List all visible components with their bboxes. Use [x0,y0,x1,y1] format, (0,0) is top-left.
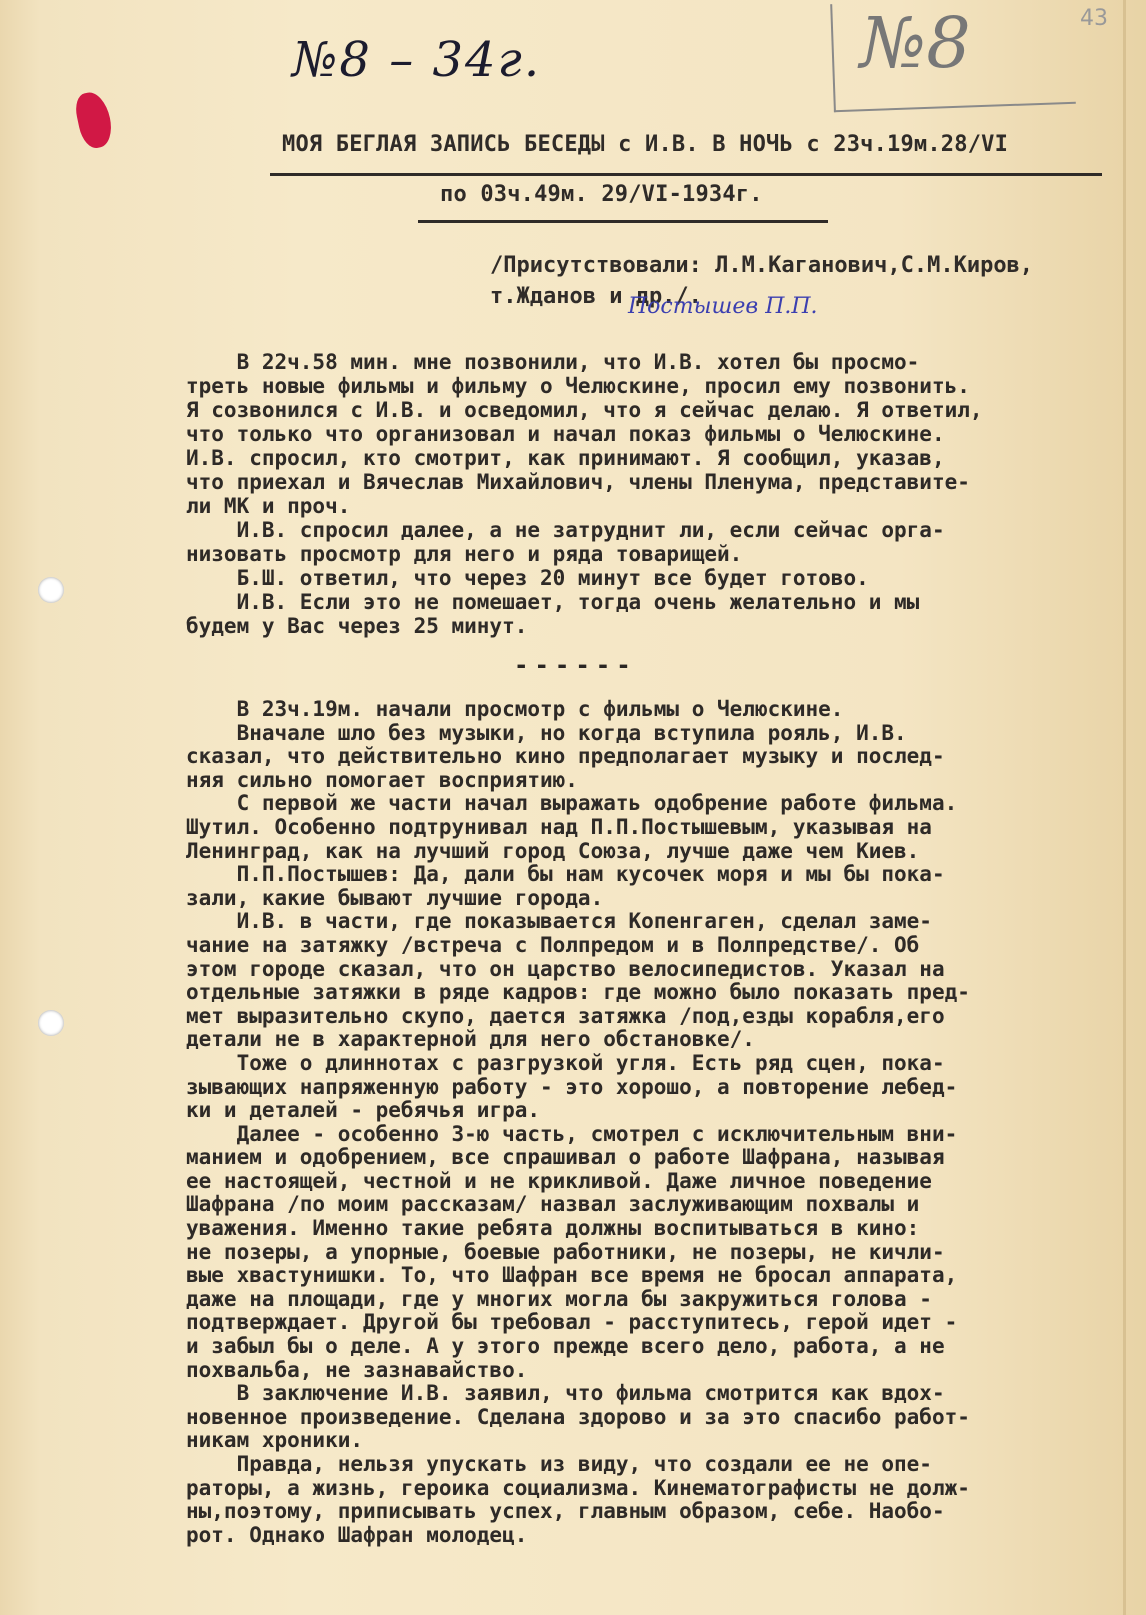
text-line: Тоже о длиннотах с разгрузкой угля. Есть ряд сцен, пока- [186,1050,945,1075]
text-line: И.В. в части, где показывается Копенгаген, сделал заме- [186,909,932,934]
text-line: Далее - особенно 3-ю часть, смотрел с исключительным вни- [186,1121,958,1146]
text-line: что приехал и Вячеслав Михайлович, члены Пленума, представите- [186,470,970,494]
text-line: даже на площади, где у многих могла бы закружиться голова - [186,1286,932,1311]
title-underline [270,173,1102,176]
text-line: Правда, нельзя упускать из виду, что создали ее не опе- [186,1452,932,1476]
document-title-line2: по 03ч.49м. 29/VI-1934г. [440,182,763,207]
text-line: Шафрана /по моим рассказам/ назвал заслуживающим похвалы и [186,1192,920,1217]
text-line: В 22ч.58 мин. мне позвонили, что И.В. хотел бы просмо- [186,350,920,374]
text-line: манием и одобрением, все спрашивал о работе Шафрана, называя [186,1145,945,1170]
text-line: зывающих напряженную работу - это хорошо, а повторение лебед- [186,1074,958,1099]
text-line: подтверждает. Другой бы требовал - расступитесь, герой идет - [186,1310,958,1335]
text-line: раторы, а жизнь, героика социализма. Кинематографисты не долж- [186,1475,970,1500]
text-line: отдельные затяжки в ряде кадров: где можно было показать пред- [186,980,970,1005]
text-line: этом городе сказал, что он царство велосипедистов. Указал на [186,956,945,981]
text-block-screening [186,698,1126,1547]
section-separator: ------ [514,651,637,679]
text-line: П.П.Постышев: Да, дали бы нам кусочек моря и мы бы пока- [186,862,945,887]
text-line: и забыл бы о деле. А у этого прежде всего дело, работа, а не [186,1334,945,1359]
text-line: треть новые фильмы и фильму о Челюскине, просил ему позвонить. [186,374,970,398]
text-line: никам хроники. [186,1428,364,1453]
text-line: не позеры, а упорные, боевые работники, не позеры, не кичли- [186,1239,945,1264]
archive-stamp-number: №8 [860,2,971,84]
title-underline [418,220,828,223]
text-line: Вначале шло без музыки, но когда вступила рояль, И.В. [186,720,907,745]
text-line: будем у Вас через 25 минут. [186,614,528,638]
text-line: зали, какие бывают лучшие города. [186,885,604,910]
handwritten-document-number: №8 – 34г. [292,32,542,88]
text-line: мет выразительно скупо, дается затяжка /под,езды корабля,его [186,1003,945,1028]
text-line: что только что организовал и начал показ фильмы о Челюскине. [186,422,945,446]
punch-hole [38,1010,64,1036]
text-line: уважения. Именно такие ребята должны воспитываться в кино: [186,1216,920,1241]
text-line: чание на затяжку /встреча с Полпредом и в Полпредстве/. Об [186,932,920,957]
text-line: Шутил. Особенно подтрунивал над П.П.Постышевым, указывая на [186,814,932,839]
text-line: низовать просмотр для него и ряда товарищей. [186,542,743,566]
text-line: ки и деталей - ребячья игра. [186,1098,541,1123]
text-line: ли МК и проч. [186,494,351,518]
handwritten-attendee-note: Постышев П.П. [628,294,818,319]
text-line: детали не в характерной для него обстановке/. [186,1027,755,1052]
text-line: похвальба, не зазнавайство. [186,1357,528,1382]
text-block-phone-call [186,350,1126,638]
text-line: И.В. спросил, кто смотрит, как принимают. Я сообщил, указав, [186,446,945,470]
text-line: Б.Ш. ответил, что через 20 минут все будет готово. [186,566,869,590]
text-line: С первой же части начал выражать одобрение работе фильма. [186,791,958,816]
text-line: сказал, что действительно кино предполагает музыку и послед- [186,744,945,769]
text-line: рот. Однако Шафран молодец. [186,1522,528,1547]
text-line: И.В. спросил далее, а не затруднит ли, если сейчас орга- [186,518,945,542]
text-line: И.В. Если это не помешает, тогда очень желательно и мы [186,590,920,614]
page-number: 43 [1080,6,1108,31]
text-line: новенное произведение. Сделана здорово и за это спасибо работ- [186,1404,970,1429]
text-line: ны,поэтому, приписывать успех, главным образом, себе. Наобо- [186,1499,945,1524]
text-line: В заключение И.В. заявил, что фильма смотрится как вдох- [186,1381,945,1406]
text-line: ее настоящей, честной и не крикливой. Даже личное поведение [186,1168,932,1193]
document-title-line1: МОЯ БЕГЛАЯ ЗАПИСЬ БЕСЕДЫ с И.В. В НОЧЬ с 23ч.19м.28/VI [282,132,1009,157]
text-line: няя сильно помогает восприятию. [186,767,578,792]
text-line: Я созвонился с И.В. и осведомил, что я сейчас делаю. Я ответил, [186,398,983,422]
attendees-line: т.Жданов и др./. [490,284,702,309]
text-line: Ленинград, как на лучший город Союза, лучше даже чем Киев. [186,838,920,863]
attendees-line: /Присутствовали: Л.М.Каганович,С.М.Киров, [490,253,1034,278]
text-line: вые хвастунишки. То, что Шафран все время не бросал аппарата, [186,1263,958,1288]
text-line: В 23ч.19м. начали просмотр с фильмы о Челюскине. [186,697,844,721]
punch-hole [38,577,64,603]
